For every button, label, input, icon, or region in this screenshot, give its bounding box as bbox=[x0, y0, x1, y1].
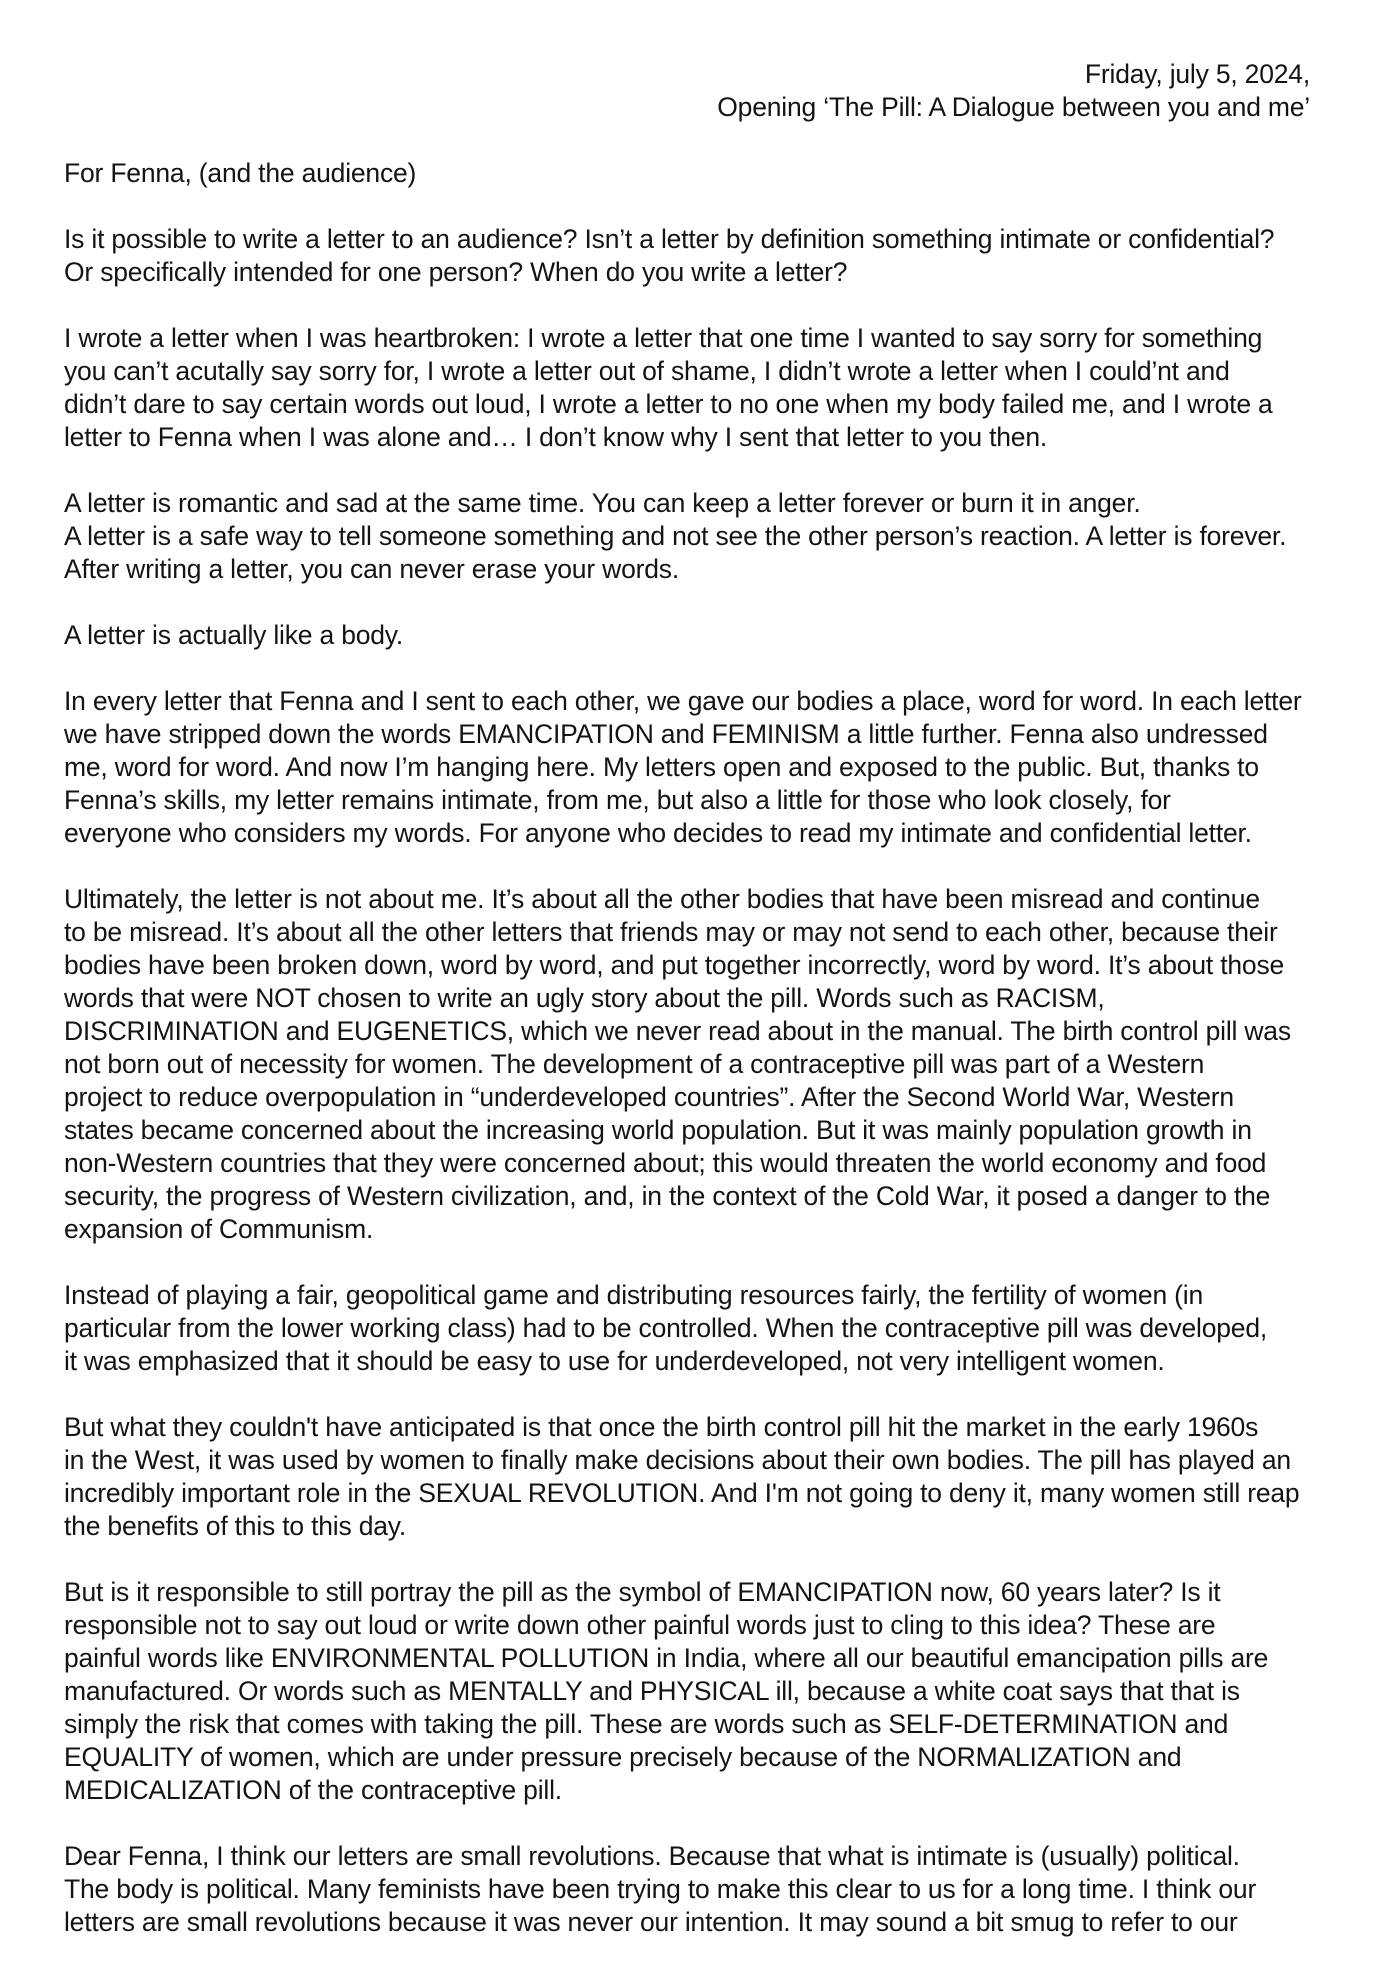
date-line: Friday, july 5, 2024, bbox=[1084, 59, 1310, 89]
letter-line: in the West, it was used by women to finally make decisions about their own bodies. The pill has played an bbox=[64, 1445, 1291, 1475]
salutation-line: For Fenna, (and the audience) bbox=[64, 158, 417, 188]
paragraph bbox=[64, 487, 1337, 586]
letter-line: A letter is a safe way to tell someone something and not see the other person’s reaction. A letter is forever. bbox=[64, 521, 1287, 551]
letter-line: security, the progress of Western civilization, and, in the context of the Cold War, it posed a danger to the bbox=[64, 1181, 1271, 1211]
letter-line: bodies have been broken down, word by word, and put together incorrectly, word by word. It’s about those bbox=[64, 950, 1285, 980]
letter-line: A letter is actually like a body. bbox=[64, 620, 404, 650]
letter-line: Instead of playing a fair, geopolitical game and distributing resources fairly, the fertility of women (in bbox=[64, 1280, 1204, 1310]
letter-line: I wrote a letter when I was heartbroken: I wrote a letter that one time I wanted to say sorry for something bbox=[64, 323, 1263, 353]
paragraph bbox=[64, 619, 1337, 652]
letter-line: project to reduce overpopulation in “underdeveloped countries”. After the Second World War, Western bbox=[64, 1082, 1234, 1112]
letter-line: painful words like ENVIRONMENTAL POLLUTION in India, where all our beautiful emancipation pills are bbox=[64, 1643, 1269, 1673]
letter-line: simply the risk that comes with taking the pill. These are words such as SELF-DETERMINATION and bbox=[64, 1709, 1229, 1739]
letter-line: words that were NOT chosen to write an ugly story about the pill. Words such as RACISM, bbox=[64, 983, 1105, 1013]
letter-line: But is it responsible to still portray the pill as the symbol of EMANCIPATION now, 60 years later? Is it bbox=[64, 1577, 1221, 1607]
letter-line: it was emphasized that it should be easy to use for underdeveloped, not very intelligent women. bbox=[64, 1346, 1165, 1376]
letter-line: you can’t acutally say sorry for, I wrote a letter out of shame, I didn’t wrote a letter when I could’nt and bbox=[64, 356, 1230, 386]
letter-line: expansion of Communism. bbox=[64, 1214, 374, 1244]
letter-line: Ultimately, the letter is not about me. It’s about all the other bodies that have been misread and continue bbox=[64, 884, 1260, 914]
letter-line: manufactured. Or words such as MENTALLY and PHYSICAL ill, because a white coat says that that is bbox=[64, 1676, 1240, 1706]
letter-line: EQUALITY of women, which are under pressure precisely because of the NORMALIZATION and bbox=[64, 1742, 1182, 1772]
letter-line: In every letter that Fenna and I sent to each other, we gave our bodies a place, word for word. In each letter bbox=[64, 686, 1302, 716]
paragraph bbox=[64, 223, 1337, 289]
event-title-line: Opening ‘The Pill: A Dialogue between you and me’ bbox=[717, 92, 1310, 122]
letter-line: not born out of necessity for women. The development of a contraceptive pill was part of a Western bbox=[64, 1049, 1205, 1079]
letter-line: me, word for word. And now I’m hanging here. My letters open and exposed to the public. But, thanks to bbox=[64, 752, 1259, 782]
letter-line: A letter is romantic and sad at the same time. You can keep a letter forever or burn it in anger. bbox=[64, 488, 1141, 518]
letter-line: states became concerned about the increasing world population. But it was mainly population growth in bbox=[64, 1115, 1252, 1145]
paragraph bbox=[64, 685, 1337, 850]
paragraph bbox=[64, 1411, 1337, 1543]
letter-line: incredibly important role in the SEXUAL REVOLUTION. And I'm not going to deny it, many women still reap bbox=[64, 1478, 1300, 1508]
letter-line: everyone who considers my words. For anyone who decides to read my intimate and confidential letter. bbox=[64, 818, 1252, 848]
paragraph bbox=[64, 1279, 1337, 1378]
letter-line: we have stripped down the words EMANCIPATION and FEMINISM a little further. Fenna also undressed bbox=[64, 719, 1268, 749]
letter-line: letters are small revolutions because it was never our intention. It may sound a bit smug to refer to our bbox=[64, 1907, 1238, 1937]
letter-header bbox=[64, 58, 1310, 124]
letter-line: to be misread. It’s about all the other letters that friends may or may not send to each other, because their bbox=[64, 917, 1278, 947]
letter-line: the benefits of this to this day. bbox=[64, 1511, 407, 1541]
letter-line: non-Western countries that they were concerned about; this would threaten the world economy and food bbox=[64, 1148, 1267, 1178]
letter-line: DISCRIMINATION and EUGENETICS, which we never read about in the manual. The birth control pill was bbox=[64, 1016, 1291, 1046]
letter-line: responsible not to say out loud or write down other painful words just to cling to this idea? These are bbox=[64, 1610, 1216, 1640]
paragraph bbox=[64, 1840, 1337, 1939]
paragraph bbox=[64, 1576, 1337, 1807]
paragraph bbox=[64, 322, 1337, 454]
letter-line: didn’t dare to say certain words out loud, I wrote a letter to no one when my body failed me, and I wrote a bbox=[64, 389, 1273, 419]
letter-line: Is it possible to write a letter to an audience? Isn’t a letter by definition something intimate or confidential? bbox=[64, 224, 1275, 254]
letter-line: letter to Fenna when I was alone and… I don’t know why I sent that letter to you then. bbox=[64, 422, 1048, 452]
letter-body bbox=[64, 223, 1337, 1939]
letter-line: particular from the lower working class) had to be controlled. When the contraceptive pill was developed, bbox=[64, 1313, 1268, 1343]
letter-line: Fenna’s skills, my letter remains intimate, from me, but also a little for those who look closely, for bbox=[64, 785, 1171, 815]
salutation bbox=[64, 157, 1337, 190]
letter-line: The body is political. Many feminists have been trying to make this clear to us for a long time. I think our bbox=[64, 1874, 1257, 1904]
letter-line: MEDICALIZATION of the contraceptive pill. bbox=[64, 1775, 562, 1805]
letter-line: But what they couldn't have anticipated is that once the birth control pill hit the market in the early 1960s bbox=[64, 1412, 1259, 1442]
paragraph bbox=[64, 883, 1337, 1246]
letter-line: Dear Fenna, I think our letters are small revolutions. Because that what is intimate is (usually) political. bbox=[64, 1841, 1240, 1871]
letter-line: Or specifically intended for one person? When do you write a letter? bbox=[64, 257, 848, 287]
letter-line: After writing a letter, you can never erase your words. bbox=[64, 554, 679, 584]
